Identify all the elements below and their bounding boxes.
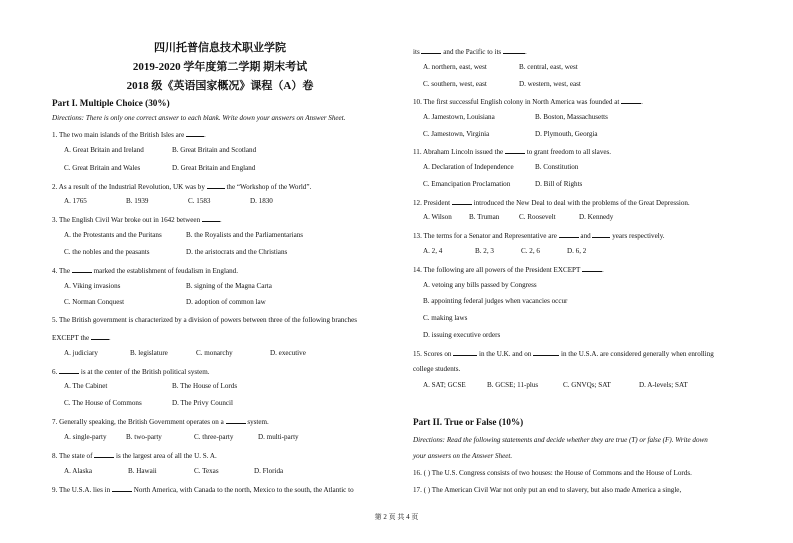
part1-directions: Directions: There is only one correct answer to each blank. Write down your answers on Answer Sheet. bbox=[52, 114, 346, 122]
q7-options: A. single-party B. two-party C. three-party D. multi-party bbox=[64, 433, 299, 441]
question-5-cont: EXCEPT the . bbox=[52, 334, 111, 342]
exam-term: 2019-2020 学年度第二学期 期末考试 bbox=[132, 61, 308, 73]
q1-options-row1: A. Great Britain and Ireland B. Great Britain and Scotland bbox=[64, 146, 257, 154]
question-15: 15. Scores on in the U.K. and on in the U.S.A. are considered generally when enrolling bbox=[413, 350, 714, 358]
part1-title: Part I. Multiple Choice (30%) bbox=[52, 98, 170, 108]
question-16: 16. ( ) The U.S. Congress consists of two houses: the House of Commons and the House of Lords. bbox=[413, 469, 692, 477]
part2-title: Part II. True or False (10%) bbox=[413, 417, 524, 427]
question-6: 6. is at the center of the British political system. bbox=[52, 368, 210, 376]
question-17: 17. ( ) The American Civil War not only put an end to slavery, but also made America a single, bbox=[413, 486, 682, 494]
question-9-cont: its and the Pacific to its . bbox=[413, 48, 527, 56]
q13-options: A. 2, 4 B. 2, 3 C. 2, 6 D. 6, 2 bbox=[423, 247, 587, 255]
q2-options: A. 1765 B. 1939 C. 1583 D. 1830 bbox=[64, 197, 273, 205]
question-4: 4. The marked the establishment of feudalism in England. bbox=[52, 267, 238, 275]
q4-options-row2: C. Norman Conquest D. adoption of common law bbox=[64, 298, 266, 306]
q14-option-a: A. vetoing any bills passed by Congress bbox=[423, 281, 537, 289]
page-number: 第 2 页 共 4 页 bbox=[374, 513, 419, 521]
question-7: 7. Generally speaking, the British Government operates on a system. bbox=[52, 418, 269, 426]
q3-options-row2: C. the nobles and the peasants D. the aristocrats and the Christians bbox=[64, 248, 288, 256]
q15-options: A. SAT; GCSE B. GCSE; 11-plus C. GNVQs; SAT D. A-levels; SAT bbox=[423, 381, 688, 389]
part2-directions-cont: your answers on the Answer Sheet. bbox=[413, 452, 513, 460]
q6-options-row2: C. The House of Commons D. The Privy Council bbox=[64, 399, 233, 407]
school-name: 四川托普信息技术职业学院 bbox=[154, 42, 286, 54]
q14-option-d: D. issuing executive orders bbox=[423, 331, 501, 339]
q9-options-row1: A. northern, east, west B. central, east, west bbox=[423, 63, 578, 71]
q3-options-row1: A. the Protestants and the Puritans B. the Royalists and the Parliamentarians bbox=[64, 231, 304, 239]
question-12: 12. President introduced the New Deal to deal with the problems of the Great Depression. bbox=[413, 199, 690, 207]
q11-options-row1: A. Declaration of Independence B. Constitution bbox=[423, 163, 579, 171]
q10-options-row1: A. Jamestown, Louisiana B. Boston, Massachusetts bbox=[423, 113, 608, 121]
question-1: 1. The two main islands of the British Isles are . bbox=[52, 131, 206, 139]
question-2: 2. As a result of the Industrial Revolution, UK was by the “Workshop of the World”. bbox=[52, 183, 312, 191]
q14-option-b: B. appointing federal judges when vacancies occur bbox=[423, 297, 568, 305]
question-8: 8. The state of is the largest area of all the U. S. A. bbox=[52, 452, 217, 460]
question-9: 9. The U.S.A. lies in North America, with Canada to the north, Mexico to the south, the Atlantic to bbox=[52, 486, 354, 494]
q9-options-row2: C. southern, west, east D. western, west, east bbox=[423, 80, 581, 88]
course-title: 2018 级《英语国家概况》课程（A）卷 bbox=[126, 80, 314, 92]
q12-options: A. Wilson B. Truman C. Roosevelt D. Kennedy bbox=[423, 213, 614, 221]
q1-options-row2: C. Great Britain and Wales D. Great Britain and England bbox=[64, 164, 256, 172]
q14-option-c: C. making laws bbox=[423, 314, 468, 322]
question-5: 5. The British government is characterized by a division of powers between three of the following branches bbox=[52, 316, 358, 324]
question-14: 14. The following are all powers of the President EXCEPT . bbox=[413, 266, 604, 274]
q6-options-row1: A. The Cabinet B. The House of Lords bbox=[64, 382, 238, 390]
question-3: 3. The English Civil War broke out in 1642 between . bbox=[52, 216, 222, 224]
q10-options-row2: C. Jamestown, Virginia D. Plymouth, Georgia bbox=[423, 130, 598, 138]
question-10: 10. The first successful English colony in North America was founded at . bbox=[413, 98, 643, 106]
question-15-cont: college students. bbox=[413, 365, 461, 373]
question-13: 13. The terms for a Senator and Representative are and years respectively. bbox=[413, 232, 665, 240]
question-11: 11. Abraham Lincoln issued the to grant freedom to all slaves. bbox=[413, 148, 612, 156]
q4-options-row1: A. Viking invasions B. signing of the Magna Carta bbox=[64, 282, 272, 290]
q11-options-row2: C. Emancipation Proclamation D. Bill of Rights bbox=[423, 180, 583, 188]
part2-directions: Directions: Read the following statements and decide whether they are true (T) or false (F). Write down bbox=[413, 436, 708, 444]
q5-options: A. judiciary B. legislature C. monarchy D. executive bbox=[64, 349, 306, 357]
q8-options: A. Alaska B. Hawaii C. Texas D. Florida bbox=[64, 467, 284, 475]
